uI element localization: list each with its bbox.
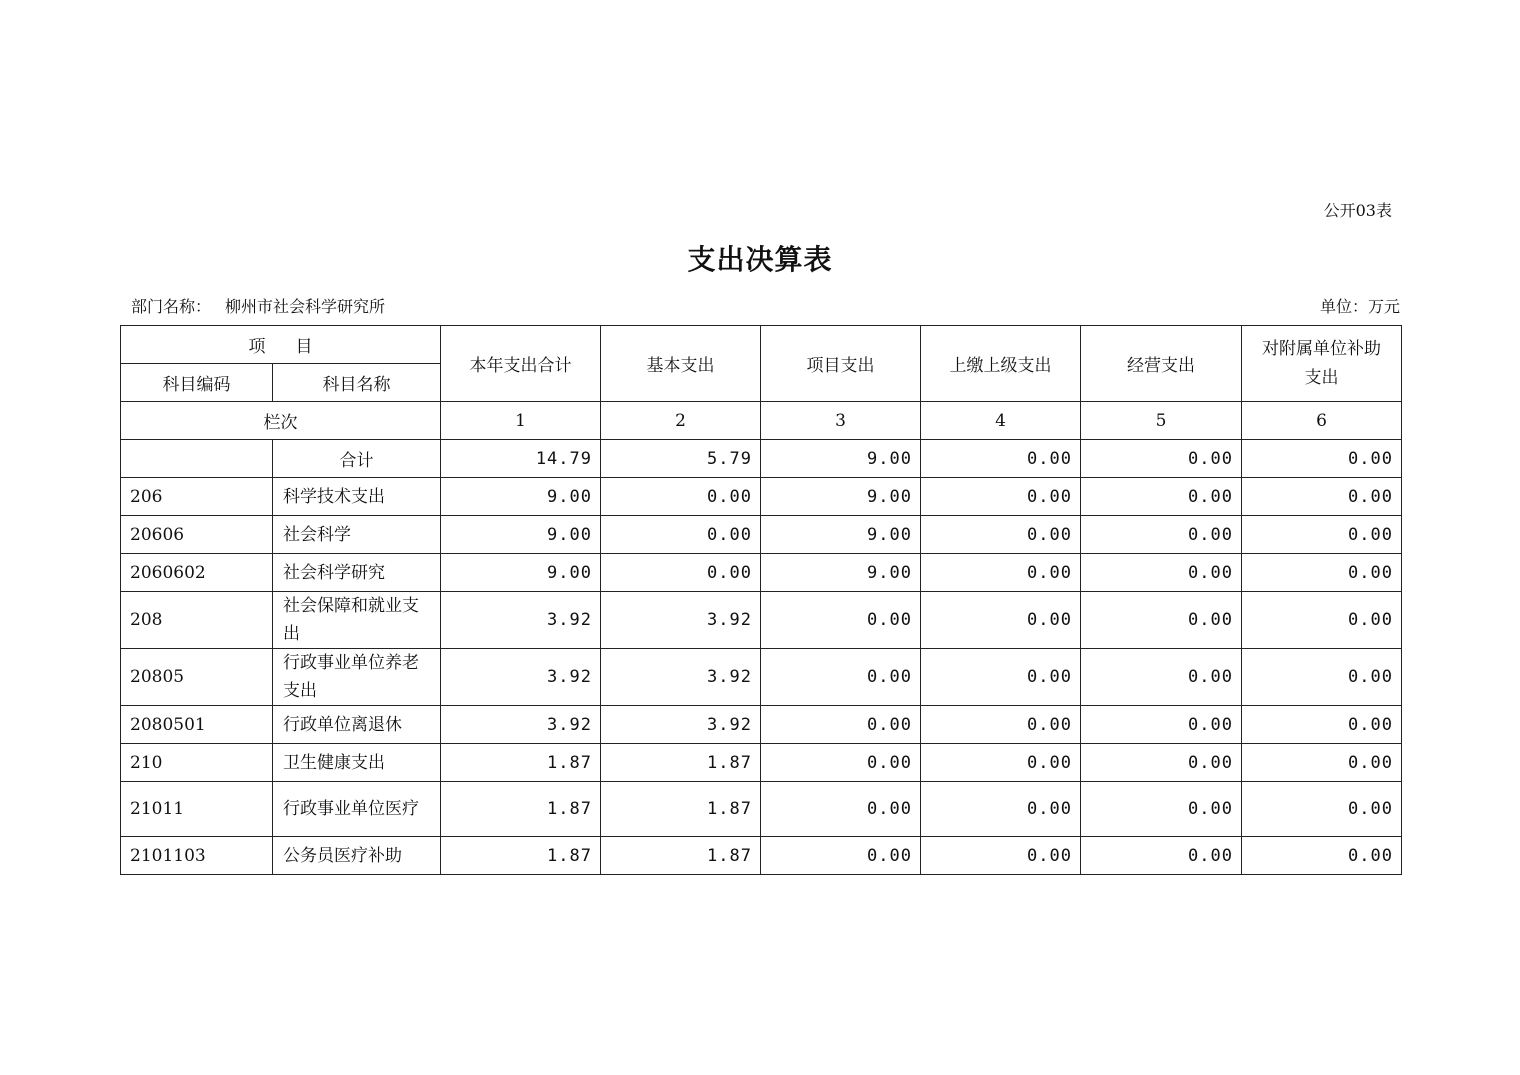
row-value: 0.00 xyxy=(921,440,1081,478)
row-value: 0.00 xyxy=(1081,706,1242,744)
row-value: 0.00 xyxy=(1081,516,1242,554)
row-value: 0.00 xyxy=(1242,782,1402,837)
index-num: 6 xyxy=(1242,402,1402,440)
page-title: 支出决算表 xyxy=(687,243,833,276)
header-col-6: 对附属单位补助支出 xyxy=(1242,326,1402,402)
row-value: 1.87 xyxy=(601,782,761,837)
row-value: 0.00 xyxy=(1242,440,1402,478)
row-code: 210 xyxy=(121,744,273,782)
expenditure-table xyxy=(120,325,1402,875)
row-name: 行政单位离退休 xyxy=(273,706,441,744)
table-row xyxy=(121,782,1402,837)
table-row xyxy=(121,554,1402,592)
table-row xyxy=(121,649,1402,706)
row-value: 3.92 xyxy=(441,592,601,649)
row-name: 合计 xyxy=(273,440,441,478)
row-name: 行政事业单位养老支出 xyxy=(273,649,441,706)
row-code: 2101103 xyxy=(121,837,273,875)
row-name: 行政事业单位医疗 xyxy=(273,782,441,837)
row-value: 5.79 xyxy=(601,440,761,478)
row-name: 社会保障和就业支出 xyxy=(273,592,441,649)
row-code: 2080501 xyxy=(121,706,273,744)
row-value: 0.00 xyxy=(921,649,1081,706)
row-value: 0.00 xyxy=(1081,649,1242,706)
row-code: 206 xyxy=(121,478,273,516)
row-name: 科学技术支出 xyxy=(273,478,441,516)
row-value: 0.00 xyxy=(1081,554,1242,592)
row-value: 0.00 xyxy=(761,649,921,706)
index-num: 2 xyxy=(601,402,761,440)
table-row xyxy=(121,478,1402,516)
row-name: 卫生健康支出 xyxy=(273,744,441,782)
header-row-1 xyxy=(121,326,1402,364)
header-code: 科目编码 xyxy=(121,364,273,402)
row-value: 0.00 xyxy=(1081,837,1242,875)
row-value: 0.00 xyxy=(601,478,761,516)
row-value: 0.00 xyxy=(761,837,921,875)
index-row xyxy=(121,402,1402,440)
row-value: 1.87 xyxy=(441,782,601,837)
header-col-4: 上缴上级支出 xyxy=(921,326,1081,402)
row-value: 1.87 xyxy=(601,744,761,782)
row-value: 9.00 xyxy=(441,554,601,592)
form-number: 公开03表 xyxy=(1323,201,1392,220)
row-value: 3.92 xyxy=(601,592,761,649)
row-value: 3.92 xyxy=(441,649,601,706)
row-value: 0.00 xyxy=(761,706,921,744)
row-value: 0.00 xyxy=(1081,440,1242,478)
row-value: 9.00 xyxy=(761,478,921,516)
row-value: 9.00 xyxy=(761,516,921,554)
row-value: 3.92 xyxy=(601,649,761,706)
index-num: 5 xyxy=(1081,402,1242,440)
table-row-total xyxy=(121,440,1402,478)
row-value: 0.00 xyxy=(1081,478,1242,516)
row-value: 0.00 xyxy=(921,478,1081,516)
row-value: 0.00 xyxy=(1242,478,1402,516)
table-row xyxy=(121,837,1402,875)
row-value: 0.00 xyxy=(1081,744,1242,782)
row-value: 0.00 xyxy=(921,782,1081,837)
header-col-2: 基本支出 xyxy=(601,326,761,402)
row-value: 9.00 xyxy=(761,554,921,592)
table-row xyxy=(121,706,1402,744)
row-value: 0.00 xyxy=(921,554,1081,592)
row-code: 21011 xyxy=(121,782,273,837)
row-value: 14.79 xyxy=(441,440,601,478)
table-row xyxy=(121,516,1402,554)
row-name: 社会科学 xyxy=(273,516,441,554)
row-value: 0.00 xyxy=(761,592,921,649)
row-value: 0.00 xyxy=(1081,592,1242,649)
row-value: 0.00 xyxy=(761,744,921,782)
row-value: 1.87 xyxy=(441,744,601,782)
row-code: 208 xyxy=(121,592,273,649)
index-label: 栏次 xyxy=(121,402,441,440)
index-num: 3 xyxy=(761,402,921,440)
table-row xyxy=(121,744,1402,782)
row-value: 0.00 xyxy=(1081,782,1242,837)
row-value: 0.00 xyxy=(1242,649,1402,706)
row-value: 0.00 xyxy=(601,554,761,592)
row-value: 0.00 xyxy=(921,516,1081,554)
row-name: 社会科学研究 xyxy=(273,554,441,592)
row-value: 9.00 xyxy=(441,516,601,554)
row-value: 0.00 xyxy=(921,592,1081,649)
row-value: 0.00 xyxy=(1242,516,1402,554)
row-name: 公务员医疗补助 xyxy=(273,837,441,875)
row-code: 20805 xyxy=(121,649,273,706)
row-value: 0.00 xyxy=(761,782,921,837)
row-value: 0.00 xyxy=(1242,554,1402,592)
row-value: 0.00 xyxy=(1242,592,1402,649)
header-col-3: 项目支出 xyxy=(761,326,921,402)
row-value: 9.00 xyxy=(761,440,921,478)
header-col-5: 经营支出 xyxy=(1081,326,1242,402)
row-value: 0.00 xyxy=(921,837,1081,875)
row-value: 1.87 xyxy=(441,837,601,875)
table-row xyxy=(121,592,1402,649)
row-value: 3.92 xyxy=(441,706,601,744)
row-value: 0.00 xyxy=(1242,744,1402,782)
row-value: 0.00 xyxy=(601,516,761,554)
header-name: 科目名称 xyxy=(273,364,441,402)
department-label: 部门名称： xyxy=(131,297,212,316)
department-line xyxy=(131,294,385,317)
header-col-1: 本年支出合计 xyxy=(441,326,601,402)
header-item: 项目 xyxy=(121,326,441,364)
row-value: 0.00 xyxy=(921,706,1081,744)
index-num: 1 xyxy=(441,402,601,440)
row-code: 20606 xyxy=(121,516,273,554)
row-code: 2060602 xyxy=(121,554,273,592)
row-value: 0.00 xyxy=(1242,837,1402,875)
row-value: 3.92 xyxy=(601,706,761,744)
department-name: 柳州市社会科学研究所 xyxy=(225,297,386,316)
row-value: 0.00 xyxy=(921,744,1081,782)
index-num: 4 xyxy=(921,402,1081,440)
row-value: 1.87 xyxy=(601,837,761,875)
row-value: 0.00 xyxy=(1242,706,1402,744)
unit-label: 单位：万元 xyxy=(1319,297,1400,316)
row-code xyxy=(121,440,273,478)
row-value: 9.00 xyxy=(441,478,601,516)
